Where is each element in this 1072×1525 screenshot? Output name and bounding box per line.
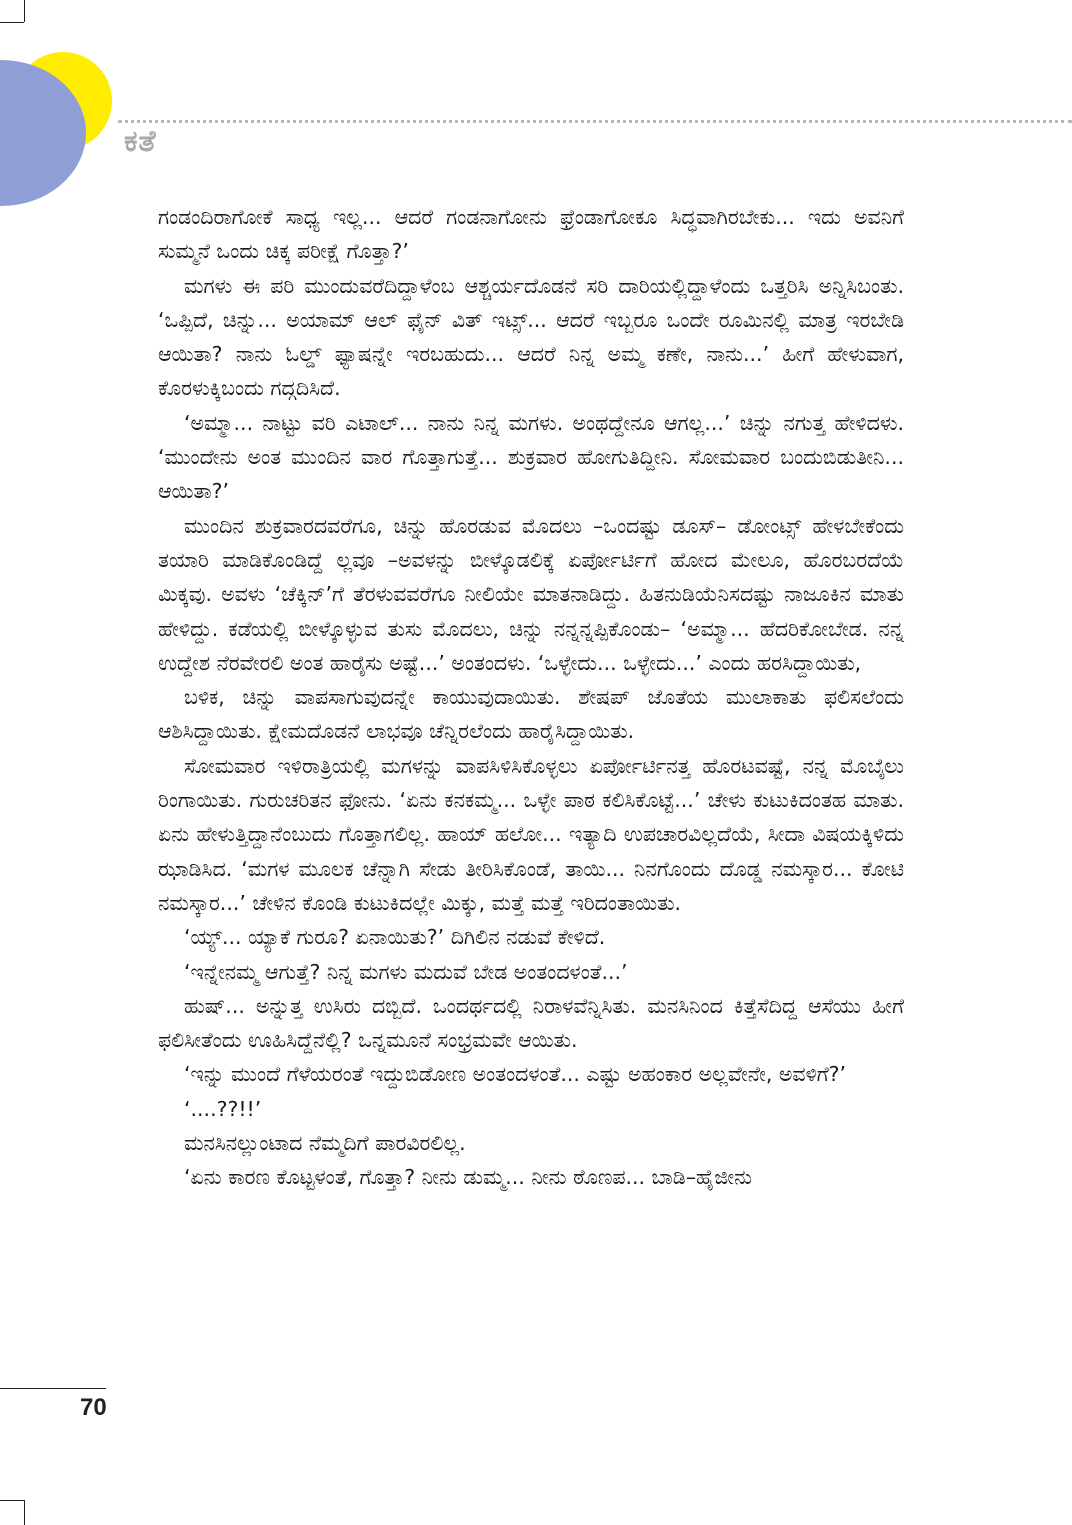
crop-mark-top-horizontal — [0, 22, 24, 23]
paragraph: ‘ಯ್ಯ್... ಯ್ಯಾಕೆ ಗುರೂ? ಏನಾಯಿತು?’ ದಿಗಿಲಿನ ನಡುವೆ ಕೇಳಿದೆ. — [184, 925, 606, 950]
footer-rule — [0, 1388, 106, 1389]
paragraph: ‘....??!!’ — [184, 1096, 262, 1121]
paragraph: ಮುಂದಿನ ಶುಕ್ರವಾರದವರೆಗೂ, ಚಿನ್ನು ಹೊರಡುವ ಮೊದಲು –ಒಂದಷ್ಟು ಡೂಸ್– ಡೋಂಟ್ಸ್ ಹೇಳಬೇಕೆಂದು ತಯಾರಿ ಮಾಡಿಕೊಂಡಿದ್ದೆ ಲ್ಲವೂ –ಅವಳನ್ನು ಬೀಳ್ಕೊಡಲಿಕ್ಕೆ ಏರ್ಪೋರ್ಟಿಗೆ ಹೋದ ಮೇಲೂ, ಹೊರಬರದೆಯೆ ಮಿಕ್ಕವು. ಅವಳು ‘ಚೆಕ್ಕಿನ್’ಗೆ ತೆರಳುವವರೆಗೂ ನೀಲಿಯೇ ಮಾತನಾಡಿದ್ದು. ಹಿತನುಡಿಯೆನಿಸದಷ್ಟು ನಾಜೂಕಿನ ಮಾತು ಹೇಳಿದ್ದು. ಕಡೆಯಲ್ಲಿ ಬೀಳ್ಕೊಳ್ಳುವ ತುಸು ಮೊದಲು, ಚಿನ್ನು ನನ್ನನ್ನಪ್ಪಿಕೊಂಡು– ‘ಅಮ್ಮಾ... ಹೆದರಿಕೋಬೇಡ. ನನ್ನ ಉದ್ದೇಶ ನೆರವೇರಲಿ ಅಂತ ಹಾರೈಸು ಅಷ್ಟೆ...’ ಅಂತಂದಳು. ‘ಒಳ್ಳೇದು... ಒಳ್ಳೇದು...’ ಎಂದು ಹರಸಿದ್ದಾಯಿತು, — [158, 513, 904, 675]
paragraph: ‘ಇನ್ನೇನಮ್ಮ ಆಗುತ್ತೆ? ನಿನ್ನ ಮಗಳು ಮದುವೆ ಬೇಡ ಅಂತಂದಳಂತೆ...’ — [184, 959, 628, 984]
section-label: ಕತೆ — [124, 124, 157, 159]
paragraph: ಸೋಮವಾರ ಇಳಿರಾತ್ರಿಯಲ್ಲಿ ಮಗಳನ್ನು ವಾಪಸಿಳಿಸಿಕೊಳ್ಳಲು ಏರ್ಪೋರ್ಟಿನತ್ತ ಹೊರಟವಷ್ಟೆ, ನನ್ನ ಮೊಬೈಲು ರಿಂಗಾಯಿತು. ಗುರುಚರಿತನ ಫೋನು. ‘ಏನು ಕನಕಮ್ಮ... ಒಳ್ಳೇ ಪಾಠ ಕಲಿಸಿಕೊಟ್ಟೆ...’ ಚೇಳು ಕುಟುಕಿದಂತಹ ಮಾತು. ಏನು ಹೇಳುತ್ತಿದ್ದಾನೆಂಬುದು ಗೊತ್ತಾಗಲಿಲ್ಲ. ಹಾಯ್ ಹಲೋ... ಇತ್ಯಾದಿ ಉಪಚಾರವಿಲ್ಲದೆಯೆ, ಸೀದಾ ವಿಷಯಕ್ಕಿಳಿದು ಝಾಡಿಸಿದ. ‘ಮಗಳ ಮೂಲಕ ಚೆನ್ನಾಗಿ ಸೇಡು ತೀರಿಸಿಕೊಂಡೆ, ತಾಯಿ... ನಿನಗೊಂದು ದೊಡ್ಡ ನಮಸ್ಕಾರ... ಕೋಟಿ ನಮಸ್ಕಾರ...’ ಚೇಳಿನ ಕೊಂಡಿ ಕುಟುಕಿದಲ್ಲೇ ಮಿಕ್ಕು, ಮತ್ತೆ ಮತ್ತೆ ಇರಿದಂತಾಯಿತು. — [158, 753, 904, 915]
crop-mark-top-vertical — [24, 0, 25, 22]
paragraph: ‘ಅಮ್ಮಾ... ನಾಟ್ಟು ವರಿ ಎಟಾಲ್... ನಾನು ನಿನ್ನ ಮಗಳು. ಅಂಥದ್ದೇನೂ ಆಗಲ್ಲ...’ ಚಿನ್ನು ನಗುತ್ತ ಹೇಳಿದಳು. ‘ಮುಂದೇನು ಅಂತ ಮುಂದಿನ ವಾರ ಗೊತ್ತಾಗುತ್ತೆ... ಶುಕ್ರವಾರ ಹೋಗುತಿದ್ದೀನಿ. ಸೋಮವಾರ ಬಂದುಬಿಡುತೀನಿ... ಆಯಿತಾ?’ — [158, 410, 904, 504]
crop-mark-bottom-vertical — [24, 1500, 25, 1525]
paragraph: ‘ಇನ್ನು ಮುಂದೆ ಗೆಳೆಯರಂತೆ ಇದ್ದುಬಿಡೋಣ ಅಂತಂದಳಂತೆ... ಎಷ್ಟು ಅಹಂಕಾರ ಅಲ್ಲವೇನೇ, ಅವಳಿಗೆ?’ — [184, 1062, 847, 1087]
paragraph: ಗಂಡಂದಿರಾಗೋಕೆ ಸಾಧ್ಯ ಇಲ್ಲ... ಆದರೆ ಗಂಡನಾಗೋನು ಫ್ರೆಂಡಾಗೋಕೂ ಸಿದ್ಧವಾಗಿರಬೇಕು... ಇದು ಅವನಿಗೆ ಸುಮ್ಮನೆ ಒಂದು ಚಿಕ್ಕ ಪರೀಕ್ಷೆ ಗೊತ್ತಾ?’ — [158, 205, 904, 264]
header-dotted-rule — [118, 120, 1072, 123]
story-body — [158, 200, 904, 1195]
crop-mark-bottom-horizontal — [0, 1500, 24, 1501]
paragraph: ಮನಸಿನಲ್ಲುಂಟಾದ ನೆಮ್ಮದಿಗೆ ಪಾರವಿರಲಿಲ್ಲ. — [184, 1131, 466, 1156]
paragraph: ಹುಷ್... ಅನ್ನುತ್ತ ಉಸಿರು ದಬ್ಬಿದೆ. ಒಂದರ್ಥದಲ್ಲಿ ನಿರಾಳವೆನ್ನಿಸಿತು. ಮನಸಿನಿಂದ ಕಿತ್ತೆಸೆದಿದ್ದ ಆಸೆಯು ಹೀಗೆ ಫಲಿಸೀತೆಂದು ಊಹಿಸಿದ್ದೆನೆಲ್ಲಿ? ಒನ್ನಮೂನೆ ಸಂಭ್ರಮವೇ ಆಯಿತು. — [158, 993, 904, 1053]
page-number: 70 — [80, 1394, 107, 1421]
paragraph: ಮಗಳು ಈ ಪರಿ ಮುಂದುವರೆದಿದ್ದಾಳೆಂಬ ಆಶ್ಚರ್ಯದೊಡನೆ ಸರಿ ದಾರಿಯಲ್ಲಿದ್ದಾಳೆಂದು ಒತ್ತರಿಸಿ ಅನ್ನಿಸಿಬಂತು. ‘ಒಪ್ಪಿದೆ, ಚಿನ್ನು... ಅಯಾಮ್ ಆಲ್ ಫೈನ್ ವಿತ್ ಇಟ್ಸ್... ಆದರೆ ಇಬ್ಬರೂ ಒಂದೇ ರೂಮಿನಲ್ಲಿ ಮಾತ್ರ ಇರಬೇಡಿ ಆಯಿತಾ? ನಾನು ಓಲ್ಡ್ ಫ್ಯಾಷನ್ನೇ ಇರಬಹುದು... ಆದರೆ ನಿನ್ನ ಅಮ್ಮ ಕಣೇ, ನಾನು...’ ಹೀಗೆ ಹೇಳುವಾಗ, ಕೊರಳುಕ್ಕಿಬಂದು ಗದ್ಗದಿಸಿದೆ. — [158, 273, 904, 401]
paragraph: ಬಳಿಕ, ಚಿನ್ನು ವಾಪಸಾಗುವುದನ್ನೇ ಕಾಯುವುದಾಯಿತು. ಶೇಷಪ್ ಜೊತೆಯ ಮುಲಾಕಾತು ಫಲಿಸಲೆಂದು ಆಶಿಸಿದ್ದಾಯಿತು. ಕ್ಷೇಮದೊಡನೆ ಲಾಭವೂ ಚೆನ್ನಿರಲೆಂದು ಹಾರೈಸಿದ್ದಾಯಿತು. — [158, 685, 904, 744]
paragraph: ‘ಏನು ಕಾರಣ ಕೊಟ್ಟಳಂತೆ, ಗೊತ್ತಾ? ನೀನು ಡುಮ್ಮ... ನೀನು ಠೊಣಪ... ಬಾಡಿ–ಹೈಜೀನು — [184, 1165, 753, 1190]
